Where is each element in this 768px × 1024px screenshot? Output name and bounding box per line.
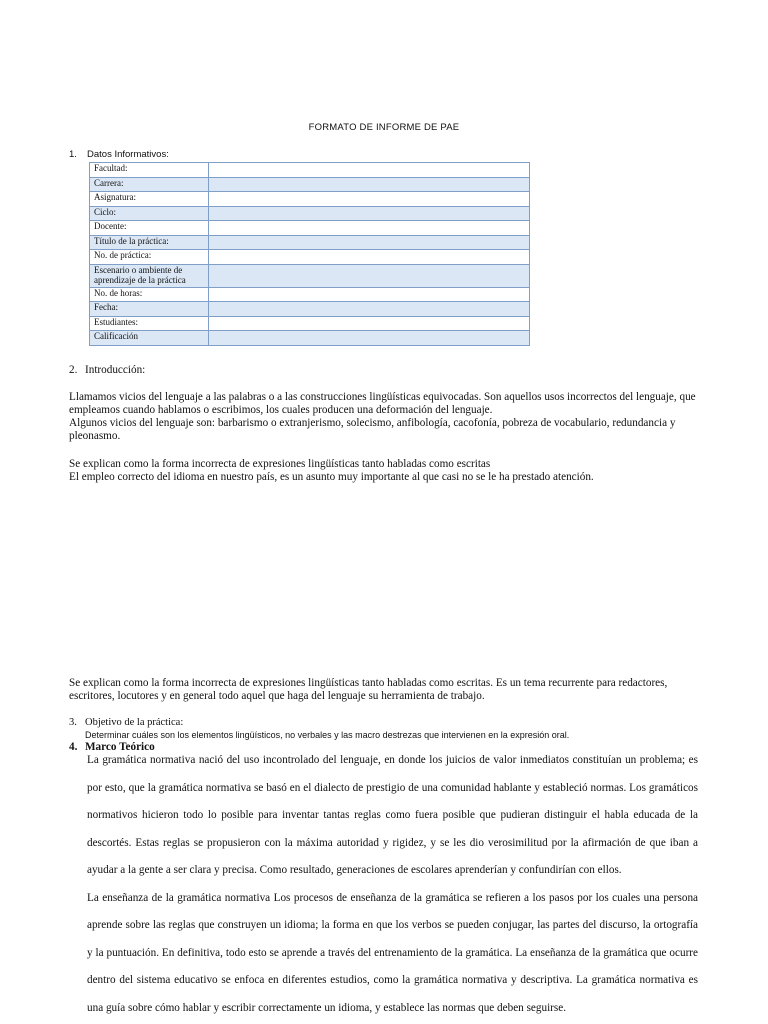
- info-table-row: [90, 177, 530, 192]
- intro-text: El empleo correcto del idioma en nuestro país, es un asunto muy importante al que casi no se le ha prestado atención.: [69, 471, 594, 483]
- info-table-label: No. de práctica:: [90, 250, 209, 265]
- info-table-row: [90, 235, 530, 250]
- info-table-value[interactable]: [209, 235, 530, 250]
- info-table-row: [90, 316, 530, 331]
- info-table-row: [90, 331, 530, 346]
- section-datos-informativos: [69, 149, 169, 160]
- info-table-value[interactable]: [209, 177, 530, 192]
- info-table-label: Fecha:: [90, 302, 209, 317]
- info-table-label: Carrera:: [90, 177, 209, 192]
- info-table-row: [90, 163, 530, 178]
- info-table-label: Docente:: [90, 221, 209, 236]
- info-table-value[interactable]: [209, 302, 530, 317]
- marco-paragraph: La enseñanza de la gramática normativa Los procesos de enseñanza de la gramática se refieren a los pasos por los cuales una persona aprende sobre las reglas que construyen un idioma; la forma en que los verbos se pueden conjugar, las partes del discurso, la ortografía y la puntuación. En definitiva, todo esto se aprende a través del entrenamiento de la gramática. La enseñanza de la gramática que ocurre dentro del sistema educativo se enfoca en diferentes estudios, como la gramática normativa y descriptiva. La gramática normativa es una guía sobre cómo hablar y escribir correctamente un idioma, y establece las normas que deben seguirse.: [87, 891, 698, 1014]
- info-table-value[interactable]: [209, 192, 530, 207]
- objective-text: Determinar cuáles son los elementos lingüísticos, no verbales y las macro destrezas que intervienen en la expresión oral.: [85, 730, 570, 740]
- info-table-value[interactable]: [209, 287, 530, 302]
- info-table-row: [90, 264, 530, 287]
- info-table-label: Ciclo:: [90, 206, 209, 221]
- section-introduccion: [69, 364, 701, 377]
- info-table-row: [90, 206, 530, 221]
- section-heading: Datos Informativos:: [87, 149, 169, 160]
- section-heading: Introducción:: [85, 364, 146, 376]
- info-table-value[interactable]: [209, 250, 530, 265]
- intro-text: Se explican como la forma incorrecta de expresiones lingüísticas tanto habladas como escritas. Es un tema recurrente para redactores, escritores, locutores y en general todo aquel que haga del lenguaje su herramienta de trabajo.: [69, 677, 668, 702]
- section-objetivo: [69, 716, 701, 740]
- info-table-row: [90, 221, 530, 236]
- marco-paragraph: La gramática normativa nació del uso incontrolado del lenguaje, en donde los juicios de valor inmediatos constituían un problema; es por esto, que la gramática normativa se basó en el dialecto de prestigio de una comunidad hablante y estableció normas. Los gramáticos normativos hicieron todo lo posible para inventar tantas reglas como fuera posible que pudieran distinguir el habla educada de la descortés. Estas reglas se propusieron con la máxima autoridad y rigidez, y se les dio verosimilitud por la afirmación de que iban a ayudar a la gente a ser clara y precisa. Como resultado, generaciones de escolares aprenderían y confundirían con ellos.: [87, 754, 698, 876]
- intro-text: Llamamos vicios del lenguaje a las palabras o a las construcciones lingüísticas equivocadas. Son aquellos usos incorrectos del lenguaje, que empleamos cuando hablamos o escribimos, los cuales producen una deformación del lenguaje.: [69, 391, 696, 416]
- info-table-row: [90, 192, 530, 207]
- info-table-row: [90, 250, 530, 265]
- info-table-row: [90, 287, 530, 302]
- info-table-label: Escenario o ambiente de aprendizaje de la práctica: [90, 264, 209, 287]
- section-number: 2.: [69, 364, 78, 376]
- info-table-label: Facultad:: [90, 163, 209, 178]
- intro-text: Algunos vicios del lenguaje son: barbarismo o extranjerismo, solecismo, anfibología, cacofonía, pobreza de vocabulario, redundancia y pleonasmo.: [69, 417, 676, 442]
- intro-paragraph-2: [69, 458, 701, 484]
- intro-paragraph-1: [69, 391, 701, 443]
- info-table-value[interactable]: [209, 163, 530, 178]
- intro-paragraph-3: [69, 677, 701, 703]
- document-title: FORMATO DE INFORME DE PAE: [308, 122, 460, 133]
- section-number: 4.: [69, 741, 78, 753]
- info-table-value[interactable]: [209, 221, 530, 236]
- info-table-row: [90, 302, 530, 317]
- info-table-label: Calificación: [90, 331, 209, 346]
- info-table-value[interactable]: [209, 331, 530, 346]
- info-table-label: Estudiantes:: [90, 316, 209, 331]
- info-table-value[interactable]: [209, 264, 530, 287]
- section-number: 1.: [69, 149, 77, 160]
- info-table-label: Asignatura:: [90, 192, 209, 207]
- section-heading: Marco Teórico: [85, 741, 155, 753]
- info-table-value[interactable]: [209, 316, 530, 331]
- section-heading: Objetivo de la práctica:: [85, 717, 184, 728]
- info-table-label: Título de la práctica:: [90, 235, 209, 250]
- section-number: 3.: [69, 717, 77, 728]
- info-table-value[interactable]: [209, 206, 530, 221]
- info-table: [89, 162, 530, 346]
- marco-teorico-body: [87, 747, 698, 1022]
- info-table-label: No. de horas:: [90, 287, 209, 302]
- intro-text: Se explican como la forma incorrecta de expresiones lingüísticas tanto habladas como escritas: [69, 458, 491, 470]
